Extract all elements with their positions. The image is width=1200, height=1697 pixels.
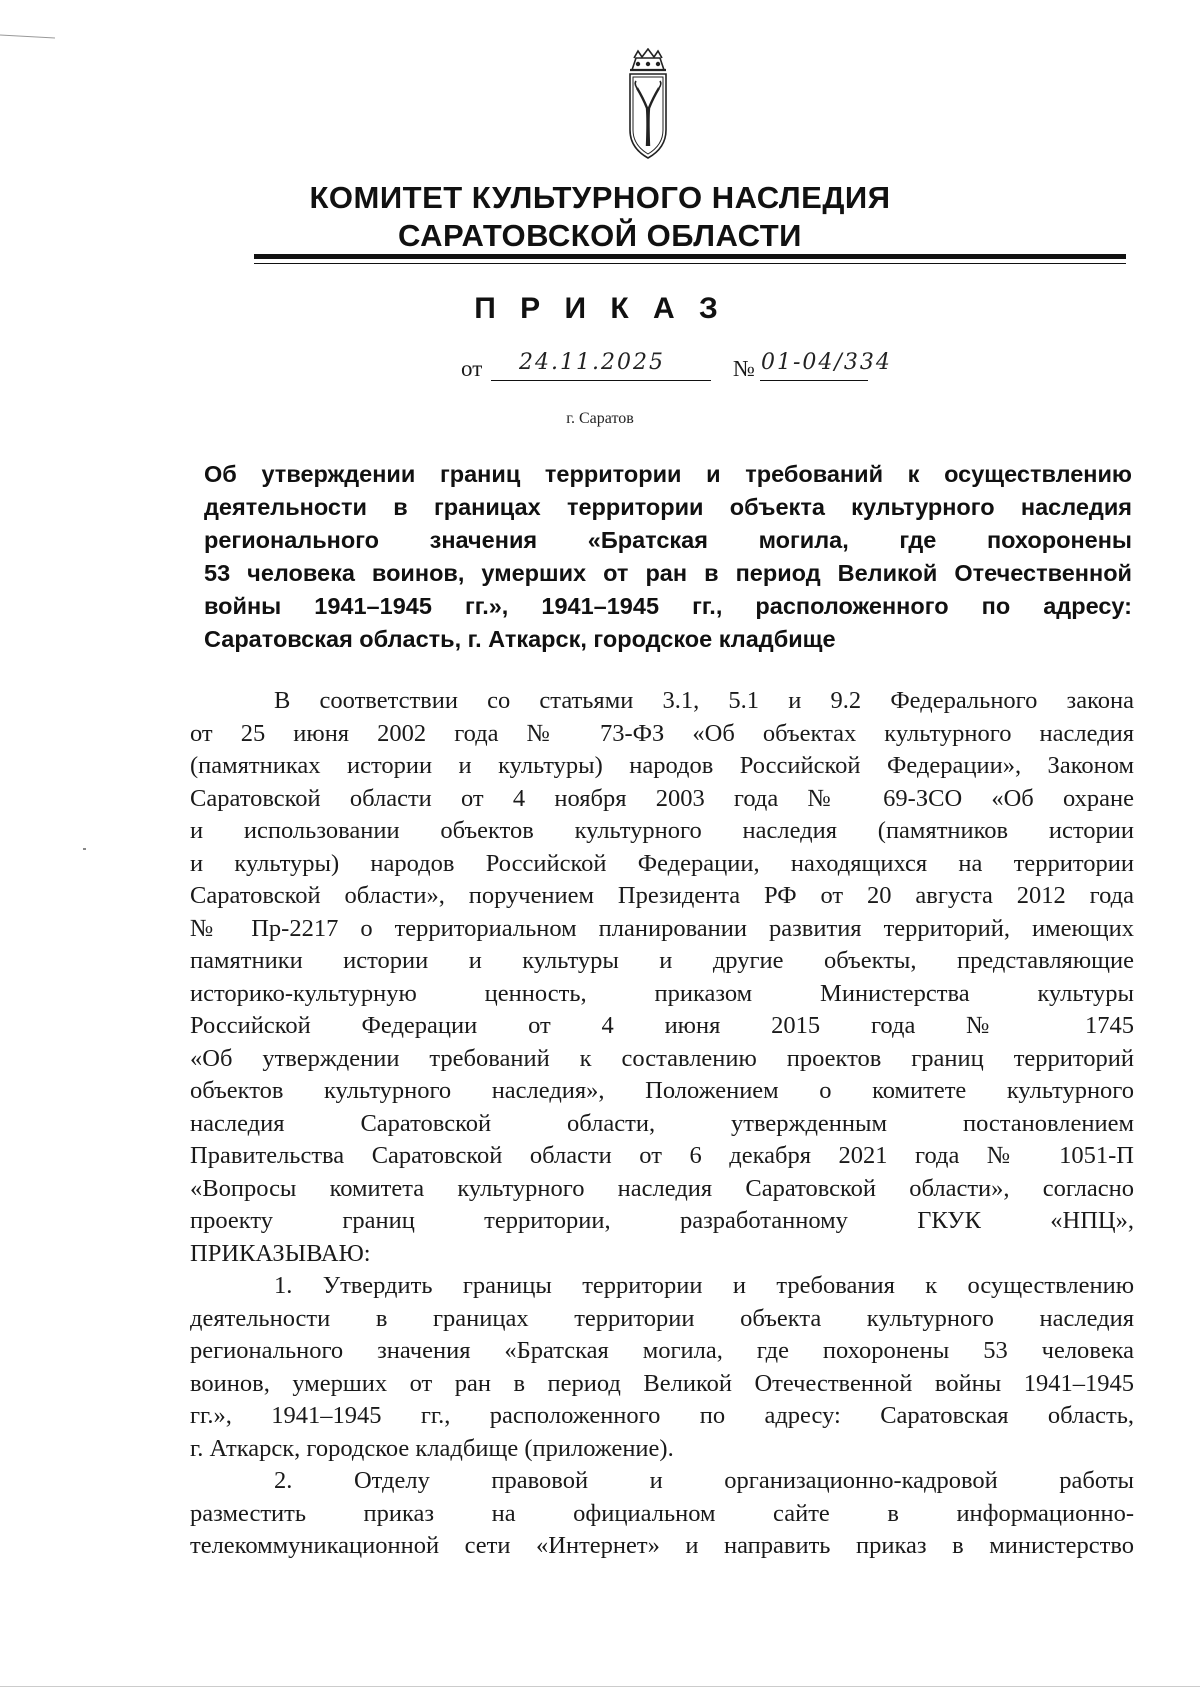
- body-line: гг.», 1941–1945 гг., расположенного по адресу: Саратовская область,: [190, 1402, 1134, 1429]
- organization-name-line1: КОМИТЕТ КУЛЬТУРНОГО НАСЛЕДИЯ: [309, 180, 891, 215]
- coat-of-arms-icon: [612, 48, 684, 178]
- body-line: № Пр-2217 о территориальном планировании развития территорий, имеющих: [190, 914, 1134, 942]
- date-underline: [491, 380, 711, 381]
- body-line: г. Аткарск, городское кладбище (приложение).: [190, 1434, 674, 1462]
- body-line: Саратовской области», поручением Президента РФ от 20 августа 2012 года: [190, 882, 1134, 909]
- order-subject: [204, 458, 1132, 656]
- body-line: ПРИКАЗЫВАЮ:: [190, 1239, 371, 1267]
- body-line: регионального значения «Братская могила, где похоронены 53 человека: [190, 1337, 1134, 1364]
- body-line: 1. Утвердить границы территории и требования к осуществлению: [274, 1272, 1134, 1299]
- header-rule-thick: [254, 254, 1126, 259]
- subject-line: 53 человека воинов, умерших от ран в период Великой Отечественной: [204, 560, 1132, 586]
- body-line: объектов культурного наследия», Положением о комитете культурного: [190, 1077, 1134, 1104]
- body-line: памятники истории и культуры и другие объекты, представляющие: [190, 947, 1134, 974]
- body-line: от 25 июня 2002 года № 73-ФЗ «Об объектах культурного наследия: [190, 719, 1134, 747]
- body-line: Российской Федерации от 4 июня 2015 года № 1745: [190, 1012, 1134, 1039]
- body-line: телекоммуникационной сети «Интернет» и направить приказ в министерство: [190, 1532, 1134, 1559]
- scan-artifact-dot: [83, 848, 86, 850]
- body-line: «Вопросы комитета культурного наследия Саратовской области», согласно: [190, 1174, 1134, 1202]
- scan-artifact-bottom: [0, 1686, 1200, 1687]
- body-line: историко-культурную ценность, приказом Министерства культуры: [190, 979, 1134, 1007]
- date-value: 24.11.2025: [519, 350, 665, 375]
- number-value: 01-04/334: [761, 350, 892, 375]
- scan-artifact-top: [0, 35, 55, 39]
- body-line: Правительства Саратовской области от 6 декабря 2021 года № 1051-П: [190, 1142, 1134, 1169]
- document-type-title: П Р И К А З: [474, 292, 726, 325]
- body-line: 2. Отделу правовой и организационно-кадровой работы: [274, 1467, 1134, 1494]
- order-body: [190, 685, 1134, 1563]
- date-label: от: [461, 356, 483, 381]
- subject-line: войны 1941–1945 гг.», 1941–1945 гг., расположенного по адресу:: [204, 593, 1132, 619]
- subject-line: Саратовская область, г. Аткарск, городское кладбище: [204, 626, 836, 652]
- body-line: деятельности в границах территории объекта культурного наследия: [190, 1304, 1134, 1332]
- body-line: «Об утверждении требований к составлению проектов границ территорий: [190, 1044, 1134, 1072]
- body-line: наследия Саратовской области, утвержденным постановлением: [190, 1109, 1134, 1137]
- body-line: Саратовской области от 4 ноября 2003 года № 69-ЗСО «Об охране: [190, 784, 1134, 812]
- body-line: воинов, умерших от ран в период Великой Отечественной войны 1941–1945: [190, 1369, 1134, 1397]
- number-underline: [760, 380, 868, 381]
- subject-line: Об утверждении границ территории и требований к осуществлению: [204, 461, 1132, 487]
- organization-name-line2: САРАТОВСКОЙ ОБЛАСТИ: [398, 218, 802, 253]
- subject-line: деятельности в границах территории объекта культурного наследия: [204, 494, 1132, 520]
- body-line: и культуры) народов Российской Федерации, находящихся на территории: [190, 849, 1134, 877]
- body-line: проекту границ территории, разработанному ГКУК «НПЦ»,: [190, 1207, 1134, 1234]
- body-line: и использовании объектов культурного наследия (памятников истории: [190, 817, 1134, 844]
- body-line: (памятниках истории и культуры) народов Российской Федерации», Законом: [190, 752, 1134, 779]
- body-line: В соответствии со статьями 3.1, 5.1 и 9.2 Федерального закона: [274, 687, 1134, 714]
- subject-line: регионального значения «Братская могила, где похоронены: [204, 527, 1132, 553]
- body-line: разместить приказ на официальном сайте в информационно-: [190, 1499, 1134, 1527]
- city-line: г. Саратов: [566, 410, 634, 427]
- number-label: №: [733, 356, 755, 381]
- header-rule-thin: [254, 263, 1126, 264]
